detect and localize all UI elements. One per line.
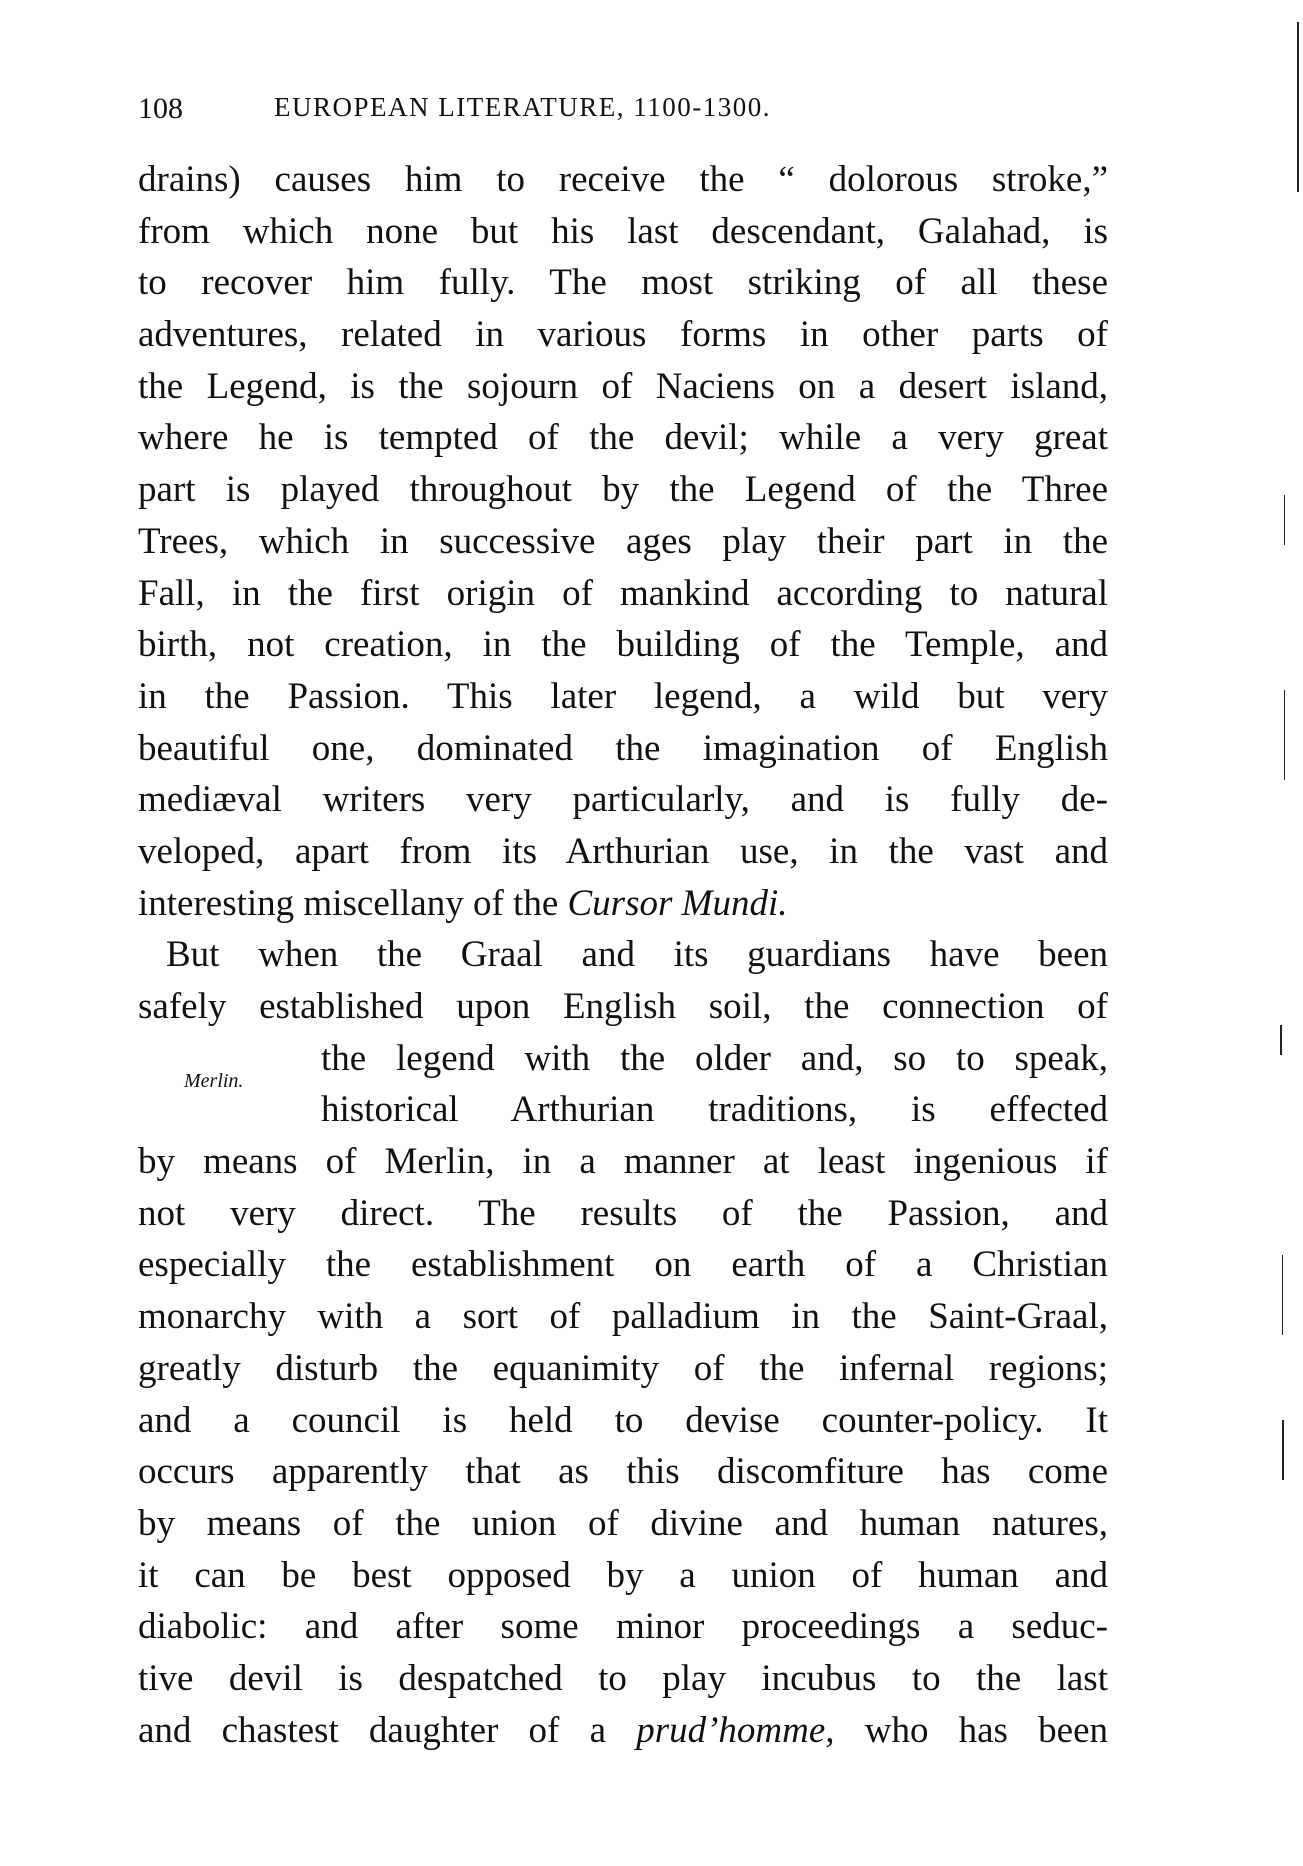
scan-edge-line: [1282, 1255, 1283, 1335]
text-segment: the legend with the older and, so to speak,: [321, 1037, 1108, 1079]
italic-text: prud’homme,: [636, 1709, 835, 1751]
text-line: [138, 671, 1108, 723]
text-segment: from which none but his last descendant, Galahad, is: [138, 210, 1108, 252]
text-segment: greatly disturb the equanimity of the infernal regions;: [138, 1347, 1108, 1389]
text-segment: monarchy with a sort of palladium in the Saint-Graal,: [138, 1296, 1108, 1338]
text-line: [138, 723, 1108, 775]
text-line: [138, 568, 1108, 620]
scan-edge-line: [1280, 1025, 1282, 1055]
text-segment: Fall, in the first origin of mankind according to natural: [138, 572, 1108, 614]
text-segment: safely established upon English soil, the connection of: [138, 986, 1108, 1027]
text-segment: by means of Merlin, in a manner at least ingenious if: [138, 1141, 1108, 1183]
text-line: [138, 1653, 1108, 1705]
text-line: [138, 1136, 1108, 1188]
body-text: [138, 154, 1108, 1756]
text-segment: veloped, apart from its Arthurian use, in the vast and: [138, 830, 1108, 872]
text-line: [138, 206, 1108, 258]
text-segment: it can be best opposed by a union of human and: [138, 1554, 1108, 1596]
text-line: [138, 981, 1108, 1033]
text-line: [138, 826, 1108, 878]
running-title: EUROPEAN LITERATURE, 1100-1300.: [274, 92, 771, 122]
text-line: [138, 1188, 1108, 1240]
text-segment: where he is tempted of the devil; while a very great: [138, 417, 1108, 459]
text-segment: not very direct. The results of the Passion, and: [138, 1192, 1108, 1234]
text-line: [138, 464, 1108, 516]
text-segment: occurs apparently that as this discomfiture has come: [138, 1451, 1108, 1493]
text-segment: birth, not creation, in the building of the Temple, and: [138, 624, 1108, 666]
text-segment: and a council is held to devise counter-policy. It: [138, 1399, 1108, 1441]
scan-edge-line: [1284, 495, 1285, 545]
text-segment: by means of the union of divine and human natures,: [138, 1502, 1108, 1544]
text-line: [138, 361, 1108, 413]
text-segment: tive devil is despatched to play incubus to the last: [138, 1657, 1108, 1699]
page-number: 108: [138, 92, 183, 125]
italic-text: Cursor Mundi.: [567, 882, 788, 924]
text-line: [138, 516, 1108, 568]
text-segment: Trees, which in successive ages play their part in the: [138, 520, 1108, 562]
text-line: [138, 1705, 1108, 1757]
text-line: [138, 257, 1108, 309]
text-line: [138, 1291, 1108, 1343]
text-line: [138, 929, 1108, 981]
text-line: [138, 1239, 1108, 1291]
text-line: [138, 1446, 1108, 1498]
text-segment: beautiful one, dominated the imagination of English: [138, 727, 1108, 769]
text-segment: the Legend, is the sojourn of Naciens on a desert island,: [138, 365, 1108, 407]
text-line: [138, 878, 1108, 930]
text-segment: to recover him fully. The most striking of all these: [138, 262, 1108, 304]
text-line: [138, 1033, 1108, 1085]
text-line: [138, 412, 1108, 464]
text-segment: part is played throughout by the Legend of the Three: [138, 469, 1108, 511]
text-line: [138, 1601, 1108, 1653]
text-segment: adventures, related in various forms in other parts of: [138, 314, 1108, 356]
text-line: [138, 1498, 1108, 1550]
text-segment: especially the establishment on earth of a Christian: [138, 1244, 1108, 1286]
text-line: [138, 774, 1108, 826]
text-segment: diabolic: and after some minor proceedings a seduc-: [138, 1606, 1108, 1648]
text-line: [138, 1343, 1108, 1395]
text-line: [138, 1084, 1108, 1136]
text-segment: interesting miscellany of the: [138, 882, 568, 924]
scan-edge-line: [1282, 1420, 1284, 1480]
text-segment: and chastest daughter of a: [138, 1709, 637, 1751]
text-segment: But when the Graal and its guardians have been: [166, 934, 1108, 976]
text-line: [138, 309, 1108, 361]
text-line: [138, 1395, 1108, 1447]
text-segment: drains) causes him to receive the “ dolorous stroke,”: [138, 159, 1108, 200]
text-segment: in the Passion. This later legend, a wild but very: [138, 675, 1108, 717]
text-segment: mediæval writers very particularly, and is fully de-: [138, 779, 1108, 821]
margin-sidenote: Merlin.: [184, 1070, 244, 1092]
text-segment: who has been: [834, 1709, 1108, 1751]
scan-edge-line: [1284, 690, 1285, 780]
scan-edge-line: [1297, 22, 1299, 192]
text-line: [138, 154, 1108, 206]
text-segment: historical Arthurian traditions, is effected: [321, 1089, 1108, 1131]
text-line: [138, 619, 1108, 671]
text-line: [138, 1550, 1108, 1602]
